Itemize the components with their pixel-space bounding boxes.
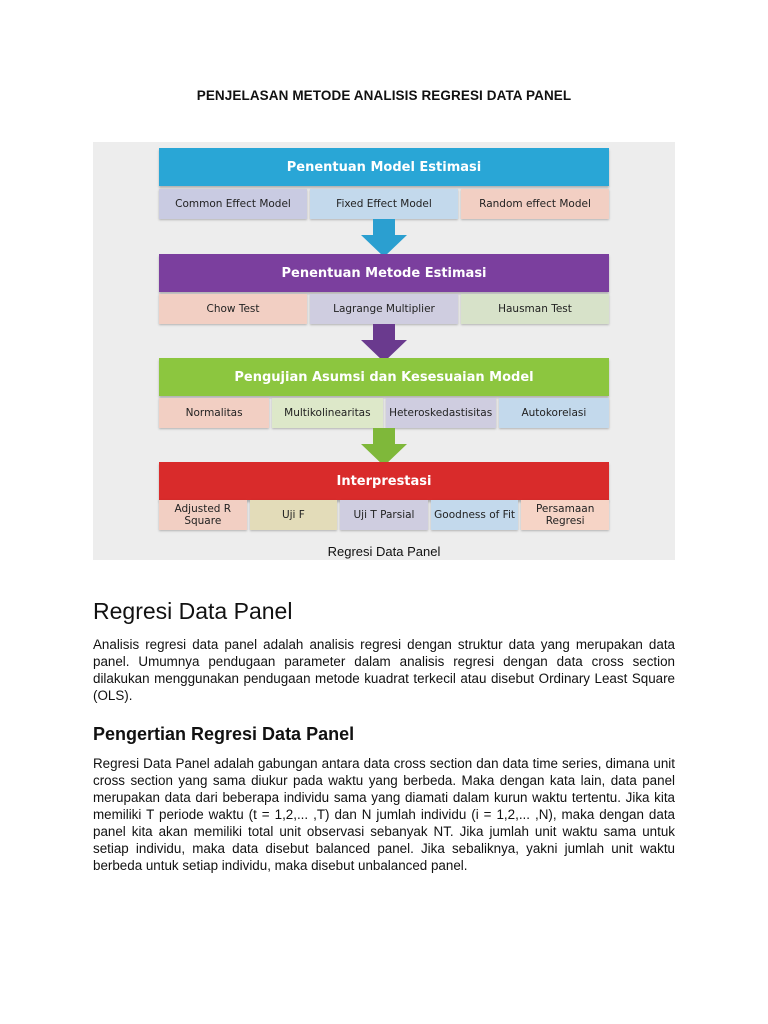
stage-2-item: Chow Test	[159, 294, 307, 324]
stage-1-header	[159, 148, 609, 186]
section-1-heading: Regresi Data Panel	[93, 598, 293, 624]
stage-4-item: Uji T Parsial	[340, 500, 428, 530]
stage-3-item: Normalitas	[159, 398, 269, 428]
section-2-paragraph: Regresi Data Panel adalah gabungan antara data cross section dan data time series, dimana unit cross section yang sama diukur pada waktu yang berbeda. Maka dengan kata lain, data panel merupakan data dari beberapa individu sama yang diamati dalam kurun waktu tertentu. Jika kita memiliki T periode waktu (t = 1,2,... ,T) dan N jumlah individu (i = 1,2,... ,N), maka dengan data panel kita akan memiliki total unit observasi sebanyak NT. Jika jumlah unit waktu sama untuk setiap individu, maka data disebut balanced panel. Jika sebaliknya, yakni jumlah unit waktu berbeda untuk setiap individu, maka disebut unbalanced panel.	[93, 756, 675, 873]
stage-4-item: Goodness of Fit	[431, 500, 519, 530]
stage-2-items	[159, 294, 609, 324]
down-arrow-icon	[359, 428, 409, 466]
section-1-paragraph: Analisis regresi data panel adalah analisis regresi dengan struktur data yang merupakan data panel. Umumnya pendugaan parameter dalam analisis regresi dengan data cross section dilakukan menggunakan pendugaan metode kuadrat terkecil atau disebut Ordinary Least Square (OLS).	[93, 637, 675, 703]
arrow-1-shape	[361, 219, 407, 257]
stage-2-item: Hausman Test	[461, 294, 609, 324]
down-arrow-icon	[359, 219, 409, 257]
stage-4-header	[159, 462, 609, 500]
arrow-3-shape	[361, 428, 407, 466]
stage-3-item: Multikolinearitas	[272, 398, 382, 428]
stage-1-item: Fixed Effect Model	[310, 189, 458, 219]
stage-4-item: Persamaan Regresi	[521, 500, 609, 530]
arrow-2-shape	[361, 324, 407, 362]
figure-caption: Regresi Data Panel	[327, 544, 441, 559]
stage-2-title: Penentuan Metode Estimasi	[281, 265, 487, 281]
stage-4-title: Interprestasi	[336, 473, 432, 489]
stage-4-item: Adjusted R Square	[159, 500, 247, 530]
stage-1-item: Random effect Model	[461, 189, 609, 219]
flowchart-figure	[93, 142, 675, 560]
stage-3-item: Heteroskedastisitas	[386, 398, 496, 428]
down-arrow-icon	[359, 324, 409, 362]
stage-1-item: Common Effect Model	[159, 189, 307, 219]
stage-3-header	[159, 358, 609, 396]
stage-3-items	[159, 398, 609, 428]
stage-2-item: Lagrange Multiplier	[310, 294, 458, 324]
document-title: PENJELASAN METODE ANALISIS REGRESI DATA PANEL	[196, 88, 572, 103]
section-2-heading: Pengertian Regresi Data Panel	[93, 724, 355, 744]
stage-3-item: Autokorelasi	[499, 398, 609, 428]
stage-1-title: Penentuan Model Estimasi	[286, 159, 482, 175]
stage-3-title: Pengujian Asumsi dan Kesesuaian Model	[234, 369, 534, 385]
stage-4-item: Uji F	[250, 500, 338, 530]
stage-2-header	[159, 254, 609, 292]
stage-4-items	[159, 500, 609, 530]
stage-1-items	[159, 189, 609, 219]
